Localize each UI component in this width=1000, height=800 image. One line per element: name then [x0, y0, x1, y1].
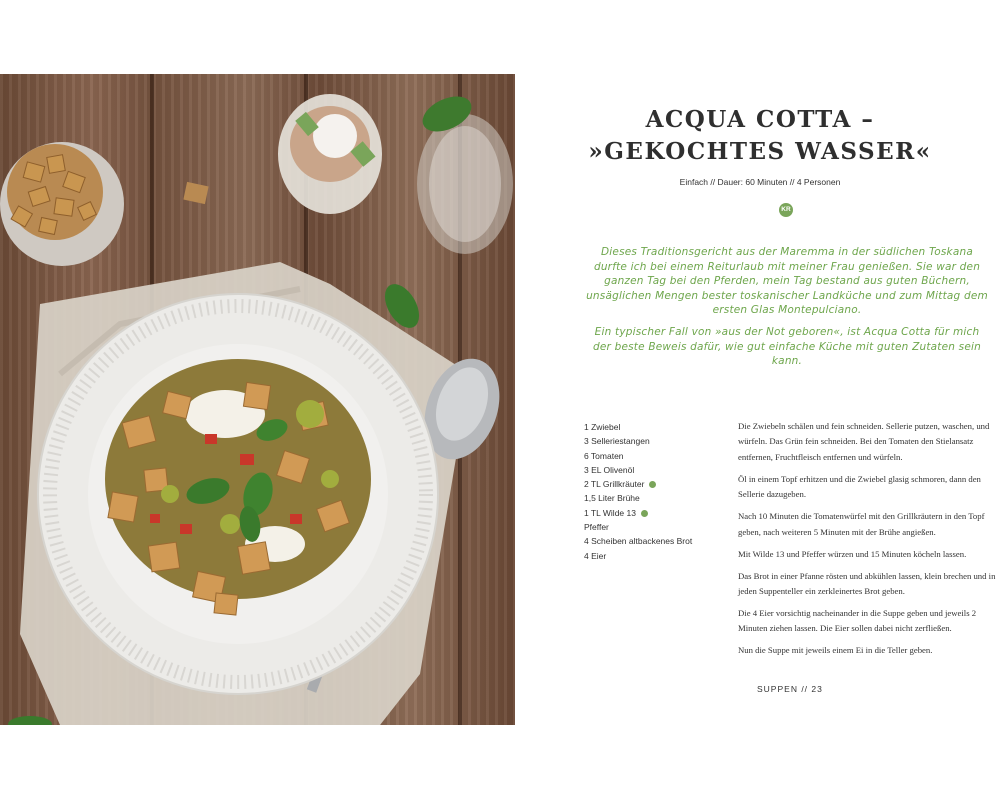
product-dot-icon: [649, 481, 656, 488]
ingredient-item: [584, 506, 724, 520]
author-badge-icon: KR: [779, 203, 793, 217]
preparation-steps: [738, 419, 1000, 665]
ingredient-item: [584, 491, 724, 505]
ingredient-list: [584, 420, 724, 563]
ingredient-label: 1,5 Liter Brühe: [584, 493, 640, 504]
ingredient-label: 1 Zwiebel: [584, 422, 621, 432]
ingredient-label: 4 Scheiben altbackenes Brot: [584, 536, 693, 547]
ingredient-label: 1 TL Wilde 13: [584, 507, 636, 518]
recipe-title-line1: ACQUA COTTA –: [645, 106, 875, 133]
page-footer: SUPPEN // 23: [757, 684, 823, 694]
step-paragraph: Öl in einem Topf erhitzen und die Zwiebel glasig schmoren, dann den Sellerie dazugeben.: [738, 473, 981, 500]
product-dot-icon: [641, 510, 648, 517]
ingredient-item: [584, 549, 724, 563]
ingredient-label: 3 Selleriestangen: [584, 436, 650, 447]
intro-paragraph: Dieses Traditionsgericht aus der Maremma in der südlichen Toskana durfte ich bei einem Reiturlaub mit meiner Frau genießen. Sie war den ganzen Tag bei den Pferden, mein Tag bestand aus guten Büchern, unsäglichen Mengen bester toskanischer Landküche und zum Mittag dem ersten Glas Montepulciano.: [586, 246, 988, 317]
ingredient-item: [584, 520, 724, 534]
recipe-meta: Einfach // Dauer: 60 Minuten // 4 Personen: [679, 177, 841, 187]
intro-paragraph: Ein typischer Fall von »aus der Not geboren«, ist Acqua Cotta für mich der beste Beweis dafür, wie gut einfache Küche mit guten Zutaten sein kann.: [593, 325, 981, 368]
step-paragraph: Mit Wilde 13 und Pfeffer würzen und 15 Minuten köcheln lassen.: [738, 548, 967, 559]
soup-photo-icon: [0, 74, 515, 725]
ingredient-label: 2 TL Grillkräuter: [584, 479, 645, 490]
recipe-intro: [586, 245, 988, 369]
ingredient-item: [584, 463, 724, 477]
step-paragraph: Nun die Suppe mit jeweils einem Ei in die Teller geben.: [738, 645, 933, 656]
recipe-title-line2: »GEKOCHTES WASSER«: [588, 138, 932, 165]
step-paragraph: Das Brot in einer Pfanne rösten und abkühlen lassen, klein brechen und in jeden Suppenteller ein zerkleinertes Brot geben.: [738, 570, 996, 597]
ingredient-item: [584, 477, 724, 491]
ingredient-item: [584, 420, 724, 434]
ingredient-label: 6 Tomaten: [584, 450, 624, 461]
soup-photo: [0, 74, 515, 725]
step-paragraph: Die Zwiebeln schälen und fein schneiden. Sellerie putzen, waschen, und würfeln. Das Grün fein schneiden. Bei den Tomaten den Stielansatz entfernen, Fruchtfleisch entfernen und würfeln.: [738, 421, 990, 462]
ingredient-item: [584, 449, 724, 463]
ingredient-label: 3 EL Olivenöl: [584, 464, 635, 475]
step-paragraph: Nach 10 Minuten die Tomatenwürfel mit den Grillkräutern in den Topf geben, nach weiteren 5 Minuten mit der Brühe angießen.: [738, 511, 985, 537]
step-paragraph: Die 4 Eier vorsichtig nacheinander in die Suppe geben und jeweils 2 Minuten ziehen lassen. Die Eier sollen dabei nicht zerfließen.: [738, 608, 977, 634]
ingredient-label: 4 Eier: [584, 550, 607, 561]
ingredient-item: [584, 434, 724, 448]
ingredient-label: Pfeffer: [584, 522, 609, 533]
recipe-title: [560, 104, 960, 168]
ingredient-item: [584, 534, 724, 548]
